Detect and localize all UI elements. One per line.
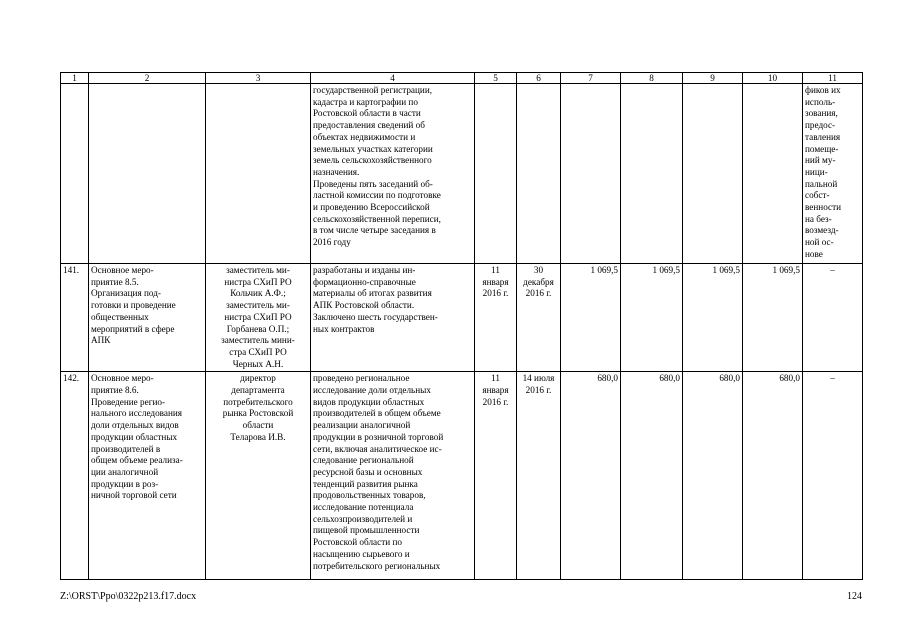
end-date-cell <box>517 264 561 372</box>
responsible-cell <box>206 372 311 580</box>
text-line: материалы об итогах развития <box>313 288 432 299</box>
text-line: 2016 г. <box>482 288 509 299</box>
text-line: формационно-справочные <box>313 276 416 287</box>
text-line: продукции областных <box>91 431 178 442</box>
text-line: Ростовской области в части <box>313 108 421 119</box>
note-cell: – <box>803 264 863 372</box>
amount-cell: 680,0 <box>621 372 683 580</box>
text-line: фиков их <box>805 85 841 95</box>
header-cell: 7 <box>561 73 621 84</box>
text-line: в том числе четыре заседания в <box>313 225 436 236</box>
start-date-cell <box>475 264 517 372</box>
text-line: сельскохозяйственной переписи, <box>313 213 441 224</box>
text-line: 11 <box>491 373 500 384</box>
text-line: Основное меро- <box>91 373 154 384</box>
table-cell <box>743 84 803 264</box>
text-line: ничной торговой сети <box>91 490 177 501</box>
text-line: реализации аналогичной <box>313 420 411 431</box>
text-line: тенденций развития рынка <box>313 478 418 489</box>
header-cell: 10 <box>743 73 803 84</box>
note-cell: – <box>803 372 863 580</box>
text-line: стра СХиП РО <box>229 346 287 357</box>
text-line: 2016 г. <box>525 288 552 299</box>
header-cell: 2 <box>89 73 206 84</box>
text-line: земельных участках категории <box>313 143 433 154</box>
text-line: предос- <box>805 120 836 131</box>
text-line: продукции в роз- <box>91 478 159 489</box>
table-cell <box>206 84 311 264</box>
text-line: Горбанева О.П.; <box>226 323 290 334</box>
header-cell: 1 <box>61 73 89 84</box>
text-line: собст- <box>805 190 830 201</box>
text-line: потребительского региональных <box>313 560 441 571</box>
text-line: проведено региональное <box>313 373 410 384</box>
text-line: общем объеме реализа- <box>91 455 183 466</box>
amount-cell: 1 069,5 <box>561 264 621 372</box>
text-line: возмезд- <box>805 225 839 236</box>
text-line: ници- <box>805 166 828 177</box>
text-line: Черных А.Н. <box>232 358 284 369</box>
text-line: пальной <box>805 178 838 189</box>
text-line: АПК <box>91 335 111 346</box>
text-line: области <box>242 420 274 431</box>
text-line: нального исследования <box>91 408 183 419</box>
row-number: 141. <box>61 264 89 372</box>
text-line: Теларова И.В. <box>230 431 286 442</box>
event-cell <box>89 264 206 372</box>
text-line: государственной регистрации, <box>313 85 433 95</box>
text-line: исполь- <box>805 96 836 107</box>
text-line: нистра СХиП РО <box>224 276 292 287</box>
text-line: января <box>482 385 509 396</box>
text-line: насыщению сырьевого и <box>313 548 410 559</box>
header-cell: 8 <box>621 73 683 84</box>
text-line: рынка Ростовской <box>222 408 294 419</box>
text-line: департамента <box>231 385 285 396</box>
text-line: пищевой промышленности <box>313 525 420 536</box>
end-date-cell <box>517 372 561 580</box>
text-line: 2016 г. <box>525 385 552 396</box>
header-cell: 5 <box>475 73 517 84</box>
text-line: приятие 8.5. <box>91 276 139 287</box>
text-line: 2016 г. <box>482 396 509 407</box>
text-line: 14 июля <box>522 373 555 384</box>
text-line: венности <box>805 202 842 213</box>
text-line: видов продукции областных <box>313 396 425 407</box>
text-line: ции аналогичной <box>91 466 159 477</box>
table-cell <box>621 84 683 264</box>
text-line: заместитель ми- <box>226 300 290 311</box>
page-number: 124 <box>847 591 862 602</box>
text-line: производителей в общем объеме <box>313 408 441 419</box>
text-line: исследование потенциала <box>313 502 414 513</box>
table-cell <box>61 84 89 264</box>
text-line: 11 <box>491 265 500 275</box>
header-cell: 6 <box>517 73 561 84</box>
text-line: ных контрактов <box>313 323 375 334</box>
text-line: земель сельскохозяйственного <box>313 155 432 166</box>
header-cell: 9 <box>683 73 743 84</box>
text-line: декабря <box>523 276 554 287</box>
continuation-row <box>61 84 863 264</box>
amount-cell: 680,0 <box>561 372 621 580</box>
text-line: ластной комиссии по подготовке <box>313 190 441 201</box>
text-line: заместитель ми- <box>226 265 290 275</box>
amount-cell: 680,0 <box>743 372 803 580</box>
text-line: доли отдельных видов <box>91 420 179 431</box>
text-line: общественных <box>91 311 149 322</box>
table-cell <box>561 84 621 264</box>
text-line: Заключено шесть государствен- <box>313 311 438 322</box>
text-line: объектах недвижимости и <box>313 131 416 142</box>
text-line: ресурсной базы и основных <box>313 466 423 477</box>
result-cell <box>311 264 475 372</box>
result-cell <box>311 84 475 264</box>
row-number: 142. <box>61 372 89 580</box>
amount-cell: 1 069,5 <box>621 264 683 372</box>
file-path-footer: Z:\ORST\Ppo\0322p213.f17.docx <box>60 591 197 602</box>
text-line: продукции в розничной торговой <box>313 431 444 442</box>
text-line: нистра СХиП РО <box>224 311 292 322</box>
text-line: 30 <box>533 265 544 275</box>
text-line: ной ос- <box>805 237 834 248</box>
text-line: января <box>482 276 509 287</box>
text-line: приятие 8.6. <box>91 385 139 396</box>
text-line: Кольчик А.Ф.; <box>230 288 286 299</box>
text-line: Проведение регио- <box>91 396 166 407</box>
text-line: потребительского <box>223 396 293 407</box>
text-line: мероприятий в сфере <box>91 323 175 334</box>
event-cell <box>89 372 206 580</box>
table-cell <box>475 84 517 264</box>
text-line: 2016 году <box>313 237 351 248</box>
note-cell <box>803 84 863 264</box>
text-line: и проведению Всероссийской <box>313 202 430 213</box>
text-line: Основное меро- <box>91 265 154 275</box>
text-line: готовки и проведение <box>91 300 176 311</box>
responsible-cell <box>206 264 311 372</box>
text-line: помеще- <box>805 143 839 154</box>
amount-cell: 1 069,5 <box>743 264 803 372</box>
text-line: производителей в <box>91 443 161 454</box>
text-line: Ростовской области по <box>313 537 402 548</box>
table-row-142 <box>61 372 863 580</box>
text-line: исследование доли отдельных <box>313 385 431 396</box>
text-line: зования, <box>805 108 838 119</box>
text-line: предоставления сведений об <box>313 120 425 131</box>
header-cell: 11 <box>803 73 863 84</box>
table-cell <box>683 84 743 264</box>
column-number-header-row <box>61 73 863 84</box>
text-line: назначения. <box>313 166 360 177</box>
text-line: заместитель мини- <box>221 335 295 346</box>
text-line: директор <box>240 373 276 384</box>
text-line: продовольственных товаров, <box>313 490 426 501</box>
start-date-cell <box>475 372 517 580</box>
text-line: сети, включая аналитическое ис- <box>313 443 442 454</box>
text-line: разработаны и изданы ин- <box>313 265 416 275</box>
report-table <box>60 72 863 580</box>
table-row-141 <box>61 264 863 372</box>
text-line: нове <box>805 248 823 259</box>
result-cell <box>311 372 475 580</box>
header-cell: 3 <box>206 73 311 84</box>
table-cell <box>89 84 206 264</box>
text-line: кадастра и картографии по <box>313 96 418 107</box>
table-cell <box>517 84 561 264</box>
text-line: на без- <box>805 213 832 224</box>
text-line: тавления <box>805 131 841 142</box>
text-line: сельхозпроизводителей и <box>313 513 413 524</box>
amount-cell: 1 069,5 <box>683 264 743 372</box>
text-line: ний му- <box>805 155 836 166</box>
text-line: Проведены пять заседаний об- <box>313 178 433 189</box>
header-cell: 4 <box>311 73 475 84</box>
text-line: следование региональной <box>313 455 414 466</box>
text-line: АПК Ростовской области. <box>313 300 415 311</box>
text-line: Организация под- <box>91 288 161 299</box>
amount-cell: 680,0 <box>683 372 743 580</box>
